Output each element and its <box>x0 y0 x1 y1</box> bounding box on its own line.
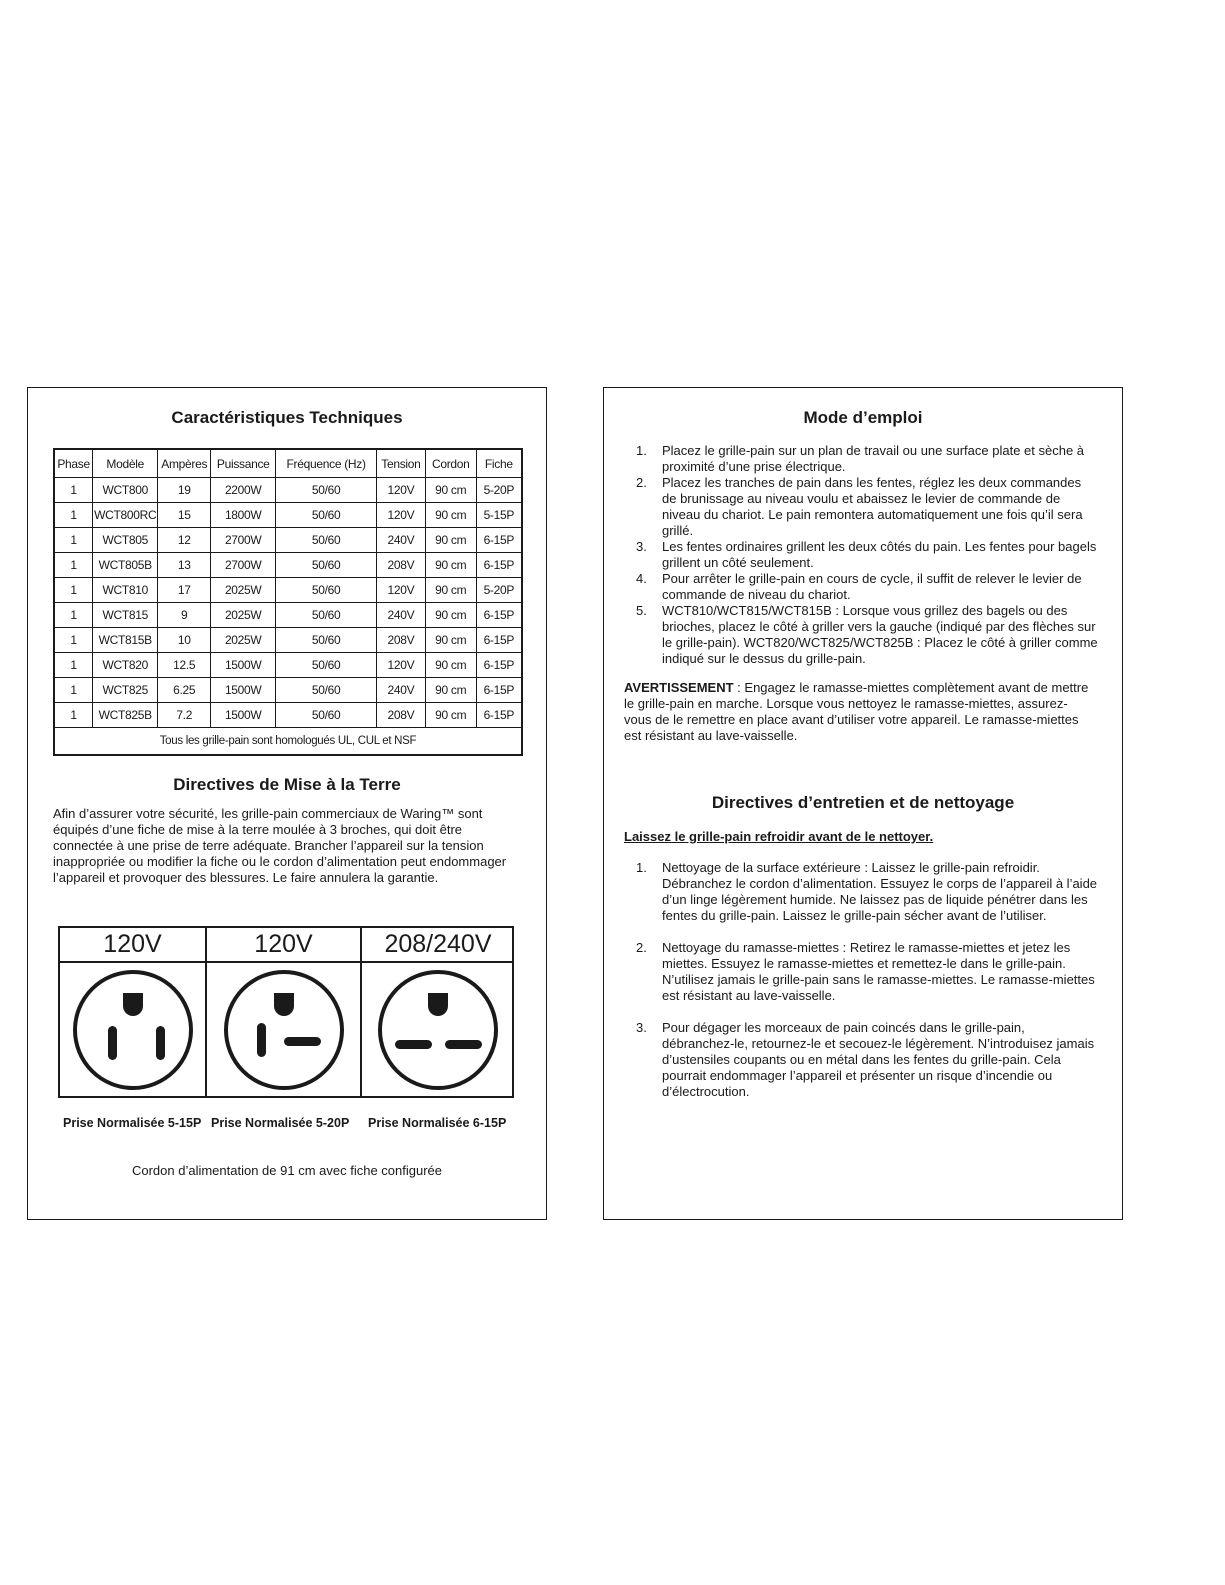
right-panel <box>603 387 1123 1220</box>
col-voltage: Tension <box>376 449 425 478</box>
table-cell: 240V <box>376 603 425 628</box>
table-cell: WCT815 <box>93 603 158 628</box>
step-number: 5. <box>636 603 647 618</box>
table-cell: 90 cm <box>425 628 476 653</box>
table-cell: 90 cm <box>425 703 476 728</box>
table-cell: 5-20P <box>476 478 522 503</box>
table-cell: 50/60 <box>276 478 377 503</box>
table-cell: 2700W <box>211 528 276 553</box>
table-cell: 19 <box>158 478 211 503</box>
table-cell: 1 <box>54 478 93 503</box>
table-cell: 9 <box>158 603 211 628</box>
table-cell: 2200W <box>211 478 276 503</box>
warning-paragraph <box>624 680 1094 744</box>
step-text: Nettoyage du ramasse-miettes : Retirez le ramasse-miettes et jetez les miettes. Essuyez le ramasse-miettes et remettez-le dans le grille-pain. N’utilisez jamais le grille-pain sans le ramasse-miettes. Le ramasse-miettes est résistant au lave-vaisselle. <box>662 940 1095 1003</box>
table-cell: 50/60 <box>276 653 377 678</box>
table-cell: WCT815B <box>93 628 158 653</box>
table-cell: 90 cm <box>425 603 476 628</box>
table-cell: 90 cm <box>425 503 476 528</box>
table-cell: 50/60 <box>276 703 377 728</box>
step-text: Placez les tranches de pain dans les fentes, réglez les deux commandes de brunissage au niveau voulu et abaissez le levier de commande de niveau du chariot. Le pain remontera automatiquement une fois qu’il sera grillé. <box>662 475 1083 538</box>
table-row <box>54 603 522 628</box>
table-cell: 90 cm <box>425 578 476 603</box>
outlet-voltage: 120V <box>60 928 205 963</box>
table-cell: 50/60 <box>276 628 377 653</box>
left-panel <box>27 387 547 1220</box>
table-row <box>54 528 522 553</box>
table-cell: 1500W <box>211 703 276 728</box>
table-cell: 6.25 <box>158 678 211 703</box>
col-model: Modèle <box>93 449 158 478</box>
table-row <box>54 653 522 678</box>
cord-note: Cordon d’alimentation de 91 cm avec fiche configurée <box>131 1163 442 1178</box>
step-text: Nettoyage de la surface extérieure : Laissez le grille-pain refroidir. Débranchez le cordon d’alimentation. Essuyez le corps de l’appareil à l’aide d’un linge légèrement humide. Ne laissez pas de liquide pénétrer dans les fentes du grille-pain. Laissez le grille-pain sécher avant de l’utiliser. <box>662 860 1098 923</box>
step-number: 2. <box>636 940 647 955</box>
outlet-voltage: 208/240V <box>362 928 514 963</box>
table-cell: 1 <box>54 703 93 728</box>
table-cell: 6-15P <box>476 603 522 628</box>
table-cell: 1800W <box>211 503 276 528</box>
step-number: 1. <box>636 443 647 458</box>
table-cell: 208V <box>376 628 425 653</box>
table-cell: 6-15P <box>476 628 522 653</box>
table-cell: 90 cm <box>425 653 476 678</box>
outlet-caption: Prise Normalisée 6-15P <box>368 1116 507 1130</box>
table-cell: 90 cm <box>425 553 476 578</box>
table-cell: 50/60 <box>276 578 377 603</box>
table-cell: 1500W <box>211 678 276 703</box>
specs-body <box>54 478 522 728</box>
table-row <box>54 553 522 578</box>
usage-title: Mode d’emploi <box>803 408 923 427</box>
table-cell: 2700W <box>211 553 276 578</box>
table-cell: WCT810 <box>93 578 158 603</box>
table-cell: 7.2 <box>158 703 211 728</box>
table-cell: WCT825 <box>93 678 158 703</box>
col-power: Puissance <box>211 449 276 478</box>
table-cell: 6-15P <box>476 553 522 578</box>
table-cell: 1 <box>54 628 93 653</box>
table-cell: WCT800RC <box>93 503 158 528</box>
outlet-5-15-icon <box>68 963 198 1097</box>
table-cell: 90 cm <box>425 528 476 553</box>
specs-title: Caractéristiques Techniques <box>171 408 403 427</box>
table-cell: 1 <box>54 503 93 528</box>
warning-label: AVERTISSEMENT <box>624 680 734 695</box>
step-text: WCT810/WCT815/WCT815B : Lorsque vous grillez des bagels ou des brioches, placez le côté à griller vers la gauche (indiqué par des flèches sur le grille-pain). WCT820/WCT825/WCT825B : Placez le côté à griller comme indiqué sur le dessus du grille-pain. <box>662 603 1098 666</box>
step-number: 4. <box>636 571 647 586</box>
list-item <box>624 443 1099 475</box>
table-cell: 50/60 <box>276 603 377 628</box>
step-number: 3. <box>636 1020 647 1035</box>
table-cell: 6-15P <box>476 678 522 703</box>
outlet-6-15 <box>360 928 514 1096</box>
table-cell: 120V <box>376 503 425 528</box>
table-cell: 1 <box>54 553 93 578</box>
list-item <box>624 940 1099 1004</box>
step-text: Placez le grille-pain sur un plan de travail ou une surface plate et sèche à proximité d’une prise électrique. <box>662 443 1085 474</box>
table-cell: 15 <box>158 503 211 528</box>
table-cell: 50/60 <box>276 503 377 528</box>
warning-text: : Engagez le ramasse-miettes complètement avant de mettre le grille-pain en marche. Lorsque vous nettoyez le ramasse-miettes, assurez-vous de le remettre en place avant d’utiliser votre appareil. Le ramasse-miettes est résistant au lave-vaisselle. <box>624 680 1089 743</box>
table-cell: 12 <box>158 528 211 553</box>
step-number: 2. <box>636 475 647 490</box>
table-row <box>54 703 522 728</box>
table-cell: WCT805B <box>93 553 158 578</box>
table-cell: 1 <box>54 578 93 603</box>
care-steps <box>624 860 1099 1116</box>
step-number: 3. <box>636 539 647 554</box>
grounding-text: Afin d’assurer votre sécurité, les grille-pain commerciaux de Waring™ sont équipés d’une fiche de mise à la terre moulée à 3 broches, qui doit être connectée à une prise de terre adéquate. Brancher l’appareil sur la tension inappropriée ou modifier la fiche ou le cordon d’alimentation peut endommager l’appareil et provoquer des blessures. Le faire annulera la garantie. <box>53 806 507 885</box>
table-cell: 5-15P <box>476 503 522 528</box>
table-cell: 5-20P <box>476 578 522 603</box>
table-cell: 50/60 <box>276 528 377 553</box>
table-cell: 1 <box>54 653 93 678</box>
table-cell: 120V <box>376 578 425 603</box>
table-row <box>54 578 522 603</box>
table-cell: 6-15P <box>476 703 522 728</box>
table-row <box>54 678 522 703</box>
list-item <box>624 1020 1099 1100</box>
outlet-voltage: 120V <box>207 928 360 963</box>
col-cord: Cordon <box>425 449 476 478</box>
table-cell: 240V <box>376 528 425 553</box>
specs-table <box>53 448 523 756</box>
outlet-5-15 <box>60 928 205 1096</box>
usage-steps <box>624 443 1099 667</box>
outlet-5-20 <box>205 928 360 1096</box>
table-cell: 2025W <box>211 603 276 628</box>
table-cell: 6-15P <box>476 528 522 553</box>
care-title: Directives d’entretien et de nettoyage <box>711 793 1015 812</box>
table-cell: 6-15P <box>476 653 522 678</box>
table-cell: 10 <box>158 628 211 653</box>
col-amps: Ampères <box>158 449 211 478</box>
table-cell: WCT825B <box>93 703 158 728</box>
table-cell: WCT805 <box>93 528 158 553</box>
col-plug: Fiche <box>476 449 522 478</box>
step-number: 1. <box>636 860 647 875</box>
outlet-figure <box>58 926 514 1098</box>
table-row <box>54 478 522 503</box>
table-cell: 1 <box>54 603 93 628</box>
table-cell: 120V <box>376 478 425 503</box>
table-cell: 208V <box>376 703 425 728</box>
list-item <box>624 571 1099 603</box>
step-text: Les fentes ordinaires grillent les deux côtés du pain. Les fentes pour bagels grillent un côté seulement. <box>662 539 1097 570</box>
step-text: Pour arrêter le grille-pain en cours de cycle, il suffit de relever le levier de commande de niveau du chariot. <box>662 571 1082 602</box>
table-cell: 50/60 <box>276 678 377 703</box>
outlet-caption: Prise Normalisée 5-20P <box>211 1116 350 1130</box>
specs-footnote-row <box>54 728 522 756</box>
col-phase: Phase <box>54 449 93 478</box>
table-cell: 240V <box>376 678 425 703</box>
list-item <box>624 860 1099 924</box>
care-subtitle: Laissez le grille-pain refroidir avant de le nettoyer. <box>624 829 934 844</box>
table-cell: 2025W <box>211 578 276 603</box>
table-row <box>54 503 522 528</box>
specs-footnote: Tous les grille-pain sont homologués UL, CUL et NSF <box>54 728 522 756</box>
table-cell: 17 <box>158 578 211 603</box>
table-cell: 1500W <box>211 653 276 678</box>
table-cell: 120V <box>376 653 425 678</box>
step-text: Pour dégager les morceaux de pain coincés dans le grille-pain, débranchez-le, retournez-le et secouez-le légèrement. N’introduisez jamais d’ustensiles coupants ou en métal dans les fentes du grille-pain. Cela pourrait endommager l’appareil et présenter un risque d’incendie ou d’électrocution. <box>662 1020 1095 1099</box>
col-frequency: Fréquence (Hz) <box>276 449 377 478</box>
table-cell: 2025W <box>211 628 276 653</box>
table-cell: 13 <box>158 553 211 578</box>
table-cell: WCT820 <box>93 653 158 678</box>
table-cell: WCT800 <box>93 478 158 503</box>
grounding-title: Directives de Mise à la Terre <box>173 775 401 794</box>
table-cell: 12.5 <box>158 653 211 678</box>
list-item <box>624 539 1099 571</box>
outlet-5-20-icon <box>219 963 349 1097</box>
table-row <box>54 628 522 653</box>
outlet-caption: Prise Normalisée 5-15P <box>63 1116 202 1130</box>
table-cell: 50/60 <box>276 553 377 578</box>
table-cell: 1 <box>54 678 93 703</box>
table-cell: 208V <box>376 553 425 578</box>
table-cell: 90 cm <box>425 478 476 503</box>
list-item <box>624 603 1099 667</box>
table-cell: 1 <box>54 528 93 553</box>
table-cell: 90 cm <box>425 678 476 703</box>
list-item <box>624 475 1099 539</box>
specs-header-row <box>54 449 522 478</box>
outlet-6-15-icon <box>373 963 503 1097</box>
